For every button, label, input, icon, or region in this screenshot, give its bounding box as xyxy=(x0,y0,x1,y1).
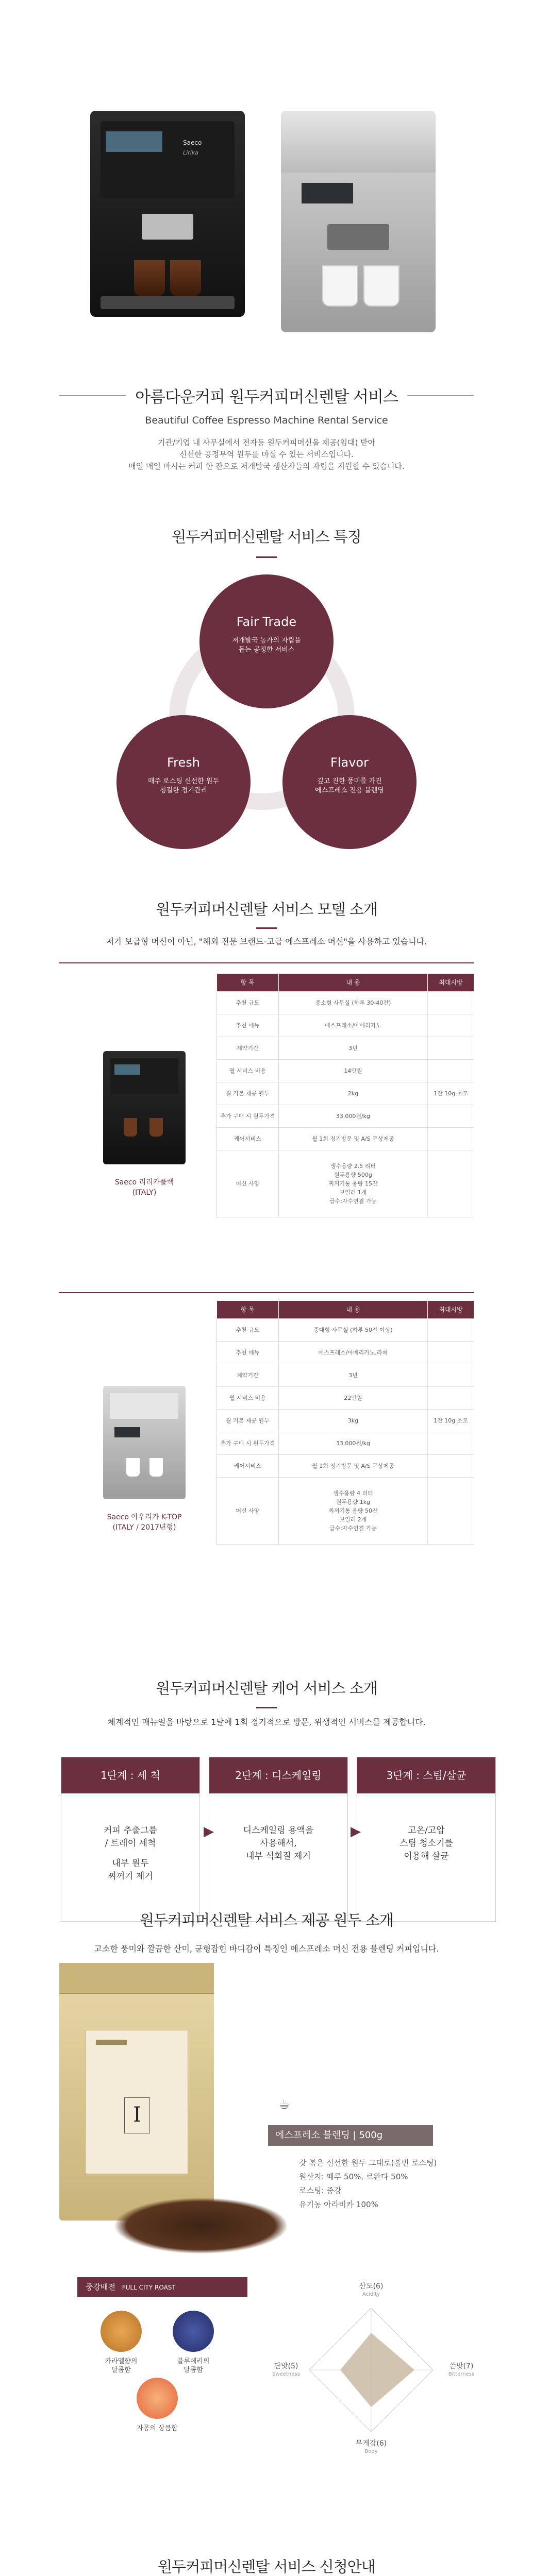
feature-desc: 저개발국 농가의 자립을 xyxy=(232,637,301,645)
feature-desc: 청결한 정기관리 xyxy=(159,787,208,794)
feature-title: Fair Trade xyxy=(236,615,297,629)
models-subtitle: 저가 보급형 머신이 아닌, "해외 전문 브랜드-고급 에스프레소 머신"을 사용하고 있습니다. xyxy=(106,937,427,946)
coffee-beans-image xyxy=(113,2197,289,2254)
feature-desc: 에스프레소 전용 블렌딩 xyxy=(315,787,384,794)
hero-desc-1: 기관/기업 내 사무실에서 전자동 원두커피머신을 제공(임대) 받아 xyxy=(157,438,376,447)
machine-tray xyxy=(101,296,235,309)
feature-title: Fresh xyxy=(167,755,200,770)
title-underline xyxy=(256,1707,277,1708)
saeco-lirika-thumbnail xyxy=(103,1051,186,1164)
table-row: 추천 메뉴 에스프레소/아메리카노 xyxy=(217,1014,474,1037)
machine2-origin: (ITALY / 2017년형) xyxy=(112,1523,176,1532)
saeco-aulika-machine-image xyxy=(281,111,436,332)
coffee-cup xyxy=(322,265,358,307)
bag-label xyxy=(85,2030,188,2174)
caramel-image xyxy=(101,2311,142,2352)
hero-title: 아름다운커피 원두커피머신렌탈 서비스 xyxy=(126,388,407,406)
col-header: 내 용 xyxy=(278,974,427,991)
table-row: 머신 사양 생수용량 4 리터 원두용량 1kg 찌꺼기통 용량 50잔 보일러 2개 급수:자수연결 가능 xyxy=(217,1477,474,1544)
machine-model: Lirika xyxy=(183,149,198,156)
coffee-bag-image xyxy=(59,1963,214,2221)
page: Saeco Lirika 아름다운커피 원두커피머신렌탈 서비스 Beautiful Coffee Espresso Machine Rental Service 기관/기업 내 사무실에서 전자동 원두커피머신을 제공(임대) 받아 신선한 공정무역 원두를 마실 수 있는 서비스입니다. 매일 매일 마시는 커피 한 잔으로 저개발국 생산자들의 자립을 지원할 수 있습니다. 원두커피머신렌탈 서비스 특징 Fair Trade 저개발국 농가의 자립을 돕는 공정한 서비스 Fresh 매주 로스팅 신선한 원두 청결한 정기관리 Flavor 깊고 진한 풍미를 가진 에스프레소 전용 블렌딩 원두커피머신렌탈 서비스 모델 소개 저가 보급형 머신이 아닌, "해외 전문 브랜드-고급 에스프레소 머신"을 사용하고 있습니다. Saeco 리리카플랙 (ITALY) 항 목 내 용 최대시방 추천 규모 중소형 사무실 (하루 30-40잔) 추천 메뉴 에스프레소/아메리카노 계약기간 3년 월 서비스 비용 14만원 월 기본 제공 원두 2kg 1잔 10g 소모 추가 구매 시 원두가격 33,000원/kg 케어서비스 월 1회 정기방문 및 A/S 무상제공 머신 사양 생수용량 2.5 리터 원두용량 500g 찌꺼기통 용량 15잔 보일러 1개 급수:자수연결 가능 Saeco 아우리카 K-TOP (ITALY / 2017년형) 항 목 내 용 최대시방 추천 규모 중대형 사무실 (하루 50잔 이상) 추천 메뉴 에스프레소/아메리카노,라떼 계약기간 3년 월 서비스 비용 22만원 월 기본 제공 원두 3kg 1잔 10g 소모 추가 구매 시 원두가격 33,000원/kg 케어서비스 월 1회 정기방문 및 A/S 무상제공 머신 사양 생수용량 4 리터 원두용량 1kg 찌꺼기통 용량 50잔 보일러 2개 급수:자수연결 가능 원두커피머신렌탈 케어 서비스 소개 체계적인 매뉴얼을 바탕으로 1달에 1회 정기적으로 방문, 위생적인 서비스를 제공합니다. 1단계 : 세 척 커피 추출그룹 / 트레이 세척 내부 원두 찌꺼기 제거 ▶ 2단계 : 디스케일링 디스케일링 용액을 사용해서, 내부 석회질 제거 ▶ 3단계 : 스팀/살균 고온/고압 스팀 청소기를 이용해 살균 원두커피머신렌탈 서비스 제공 원두 소개 고소한 풍미와 깔끔한 산미, 균형잡힌 바디감이 특징인 에스프레소 머신 전용 블렌딩 커피입니다. I ☕ 에스프레소 블렌딩 | 500g 갓 볶은 신선한 원두 그대로(홀빈 로스팅) 원산지: 페루 50%, 르완다 50% 로스팅: 중강 유기농 아라비카 100% 중강배전 FULL CITY ROAST 카라멜향의 달콤함 블루베리의 달콤함 자몽의 상큼함 산도(6) Acidity 단맛(5) Sweetness 쓴맛(7) Bitterness 무게감(6) Body 원두커피머신렌탈 서비스 신청안내 xyxy=(0,0,533,2576)
feature-desc: 깊고 진한 풍미를 가진 xyxy=(317,777,382,785)
hero-desc-3: 매일 매일 마시는 커피 한 잔으로 저개발국 생산자들의 자립을 지원할 수 있습니다. xyxy=(128,462,405,471)
machine2-spec-table xyxy=(216,1301,474,1545)
flavor-label: 카라멜향의 xyxy=(105,2358,138,2365)
table-row: 추천 규모 중소형 사무실 (하루 30-40잔) xyxy=(217,991,474,1014)
machine-brand: Saeco xyxy=(183,139,202,146)
blueberry-image xyxy=(173,2311,214,2352)
blend-name: 에스프레소 블렌딩 | 500g xyxy=(268,2125,433,2146)
blend-info-list: 갓 볶은 신선한 원두 그대로(홀빈 로스팅) 원산지: 페루 50%, 르완다 50% 로스팅: 중강 유기농 아라비카 100% xyxy=(299,2158,437,2209)
machine1-spec-table xyxy=(216,974,474,1217)
flavor-label: 자몽의 상큼함 xyxy=(137,2425,178,2432)
table-row: 추천 규모 중대형 사무실 (하루 50잔 이상) xyxy=(217,1318,474,1341)
table-top-border xyxy=(59,1292,474,1293)
coffee-cup xyxy=(170,260,201,296)
machine1-name: Saeco 리리카플랙 xyxy=(114,1178,174,1187)
table-row: 계약기간 3년 xyxy=(217,1037,474,1059)
machine-display xyxy=(106,131,162,152)
table-row: 케어서비스 월 1회 정기방문 및 A/S 무상제공 xyxy=(217,1127,474,1150)
table-row: 추가 구매 시 원두가격 33,000원/kg xyxy=(217,1105,474,1127)
col-header: 항 목 xyxy=(217,1301,279,1318)
col-header: 항 목 xyxy=(217,974,279,991)
machine1-origin: (ITALY) xyxy=(132,1189,157,1197)
table-row: 계약기간 3년 xyxy=(217,1364,474,1386)
saeco-aulika-thumbnail xyxy=(103,1386,186,1499)
table-row: 월 기본 제공 원두 2kg 1잔 10g 소모 xyxy=(217,1082,474,1105)
radar-acidity: 산도(6) xyxy=(359,2282,384,2291)
beans-subtitle: 고소한 풍미와 깔끔한 산미, 균형잡힌 바디감이 특징인 에스프레소 머신 전용 블렌딩 커피입니다. xyxy=(94,1944,439,1954)
machine-spout xyxy=(142,214,193,240)
care-step-3: 3단계 : 스팀/살균 고온/고압 스팀 청소기를 이용해 살균 xyxy=(357,1757,496,1922)
feature-flavor xyxy=(282,715,417,849)
roast-level-bar xyxy=(77,2277,247,2297)
feature-desc: 돕는 공정한 서비스 xyxy=(238,646,295,654)
radar-sweetness: 단맛(5) xyxy=(274,2362,298,2370)
table-row: 케어서비스 월 1회 정기방문 및 A/S 무상제공 xyxy=(217,1454,474,1477)
feature-desc: 매주 로스팅 신선한 원두 xyxy=(148,777,219,785)
next-arrow-icon: ▶ xyxy=(351,1824,361,1839)
table-row: 월 서비스 비용 14만원 xyxy=(217,1059,474,1082)
feature-fresh xyxy=(116,715,251,849)
title-underline xyxy=(256,927,277,929)
machine-display xyxy=(302,183,353,204)
col-header: 내 용 xyxy=(278,1301,427,1318)
hero-subtitle: Beautiful Coffee Espresso Machine Rental Service xyxy=(145,415,388,426)
hero-section xyxy=(0,0,533,355)
coffee-cup xyxy=(363,265,399,307)
table-row: 추천 메뉴 에스프레소/아메리카노,라떼 xyxy=(217,1341,474,1364)
title-underline xyxy=(256,556,277,558)
saeco-lirika-machine-image xyxy=(90,111,245,317)
feature-fair-trade xyxy=(199,574,334,708)
apply-title: 원두커피머신렌탈 서비스 신청안내 xyxy=(158,2558,375,2575)
col-header: 최대시방 xyxy=(428,1301,474,1318)
hero-desc-2: 신선한 공정무역 원두를 마실 수 있는 서비스입니다. xyxy=(179,450,354,459)
table-row: 추가 구매 시 원두가격 33,000원/kg xyxy=(217,1432,474,1454)
models-title: 원두커피머신렌탈 서비스 모델 소개 xyxy=(156,901,377,918)
beans-title: 원두커피머신렌탈 서비스 제공 원두 소개 xyxy=(139,1911,394,1929)
next-arrow-icon: ▶ xyxy=(204,1824,214,1839)
table-top-border xyxy=(59,962,474,963)
table-row: 월 서비스 비용 22만원 xyxy=(217,1386,474,1409)
bag-roman-numeral: I xyxy=(124,2097,150,2133)
coffee-cup-icon: ☕ xyxy=(278,2097,291,2112)
machine-spout xyxy=(327,224,389,250)
care-step-2: 2단계 : 디스케일링 디스케일링 용액을 사용해서, 내부 석회질 제거 xyxy=(209,1757,348,1922)
table-row: 월 기본 제공 원두 3kg 1잔 10g 소모 xyxy=(217,1409,474,1432)
machine2-name: Saeco 아우리카 K-TOP xyxy=(107,1513,182,1521)
care-subtitle: 체계적인 매뉴얼을 바탕으로 1달에 1회 정기적으로 방문, 위생적인 서비스를 제공합니다. xyxy=(107,1717,426,1727)
radar-body: 무게감(6) xyxy=(355,2439,387,2448)
care-title: 원두커피머신렌탈 케어 서비스 소개 xyxy=(156,1680,377,1697)
coffee-cup xyxy=(134,260,165,296)
flavor-label: 블루베리의 xyxy=(177,2358,210,2365)
flavor-label: 달콤함 xyxy=(111,2366,131,2374)
col-header: 최대시방 xyxy=(428,974,474,991)
radar-bitterness: 쓴맛(7) xyxy=(449,2362,474,2370)
roast-level-en: FULL CITY ROAST xyxy=(122,2284,176,2291)
grapefruit-image xyxy=(137,2378,178,2419)
feature-title: Flavor xyxy=(330,755,369,770)
features-title: 원두커피머신렌탈 서비스 특징 xyxy=(172,528,361,546)
radar-shape xyxy=(340,2333,414,2407)
table-row: 머신 사양 생수용량 2.5 리터 원두용량 500g 찌꺼기통 용량 15잔 보일러 1개 급수:자수연결 가능 xyxy=(217,1150,474,1217)
machine-top xyxy=(281,111,436,173)
flavor-label: 달콤함 xyxy=(184,2366,203,2374)
flavor-radar-chart xyxy=(304,2303,438,2437)
roast-level: 중강배전 xyxy=(86,2282,115,2292)
care-step-1: 1단계 : 세 척 커피 추출그룹 / 트레이 세척 내부 원두 찌꺼기 제거 xyxy=(61,1757,200,1922)
